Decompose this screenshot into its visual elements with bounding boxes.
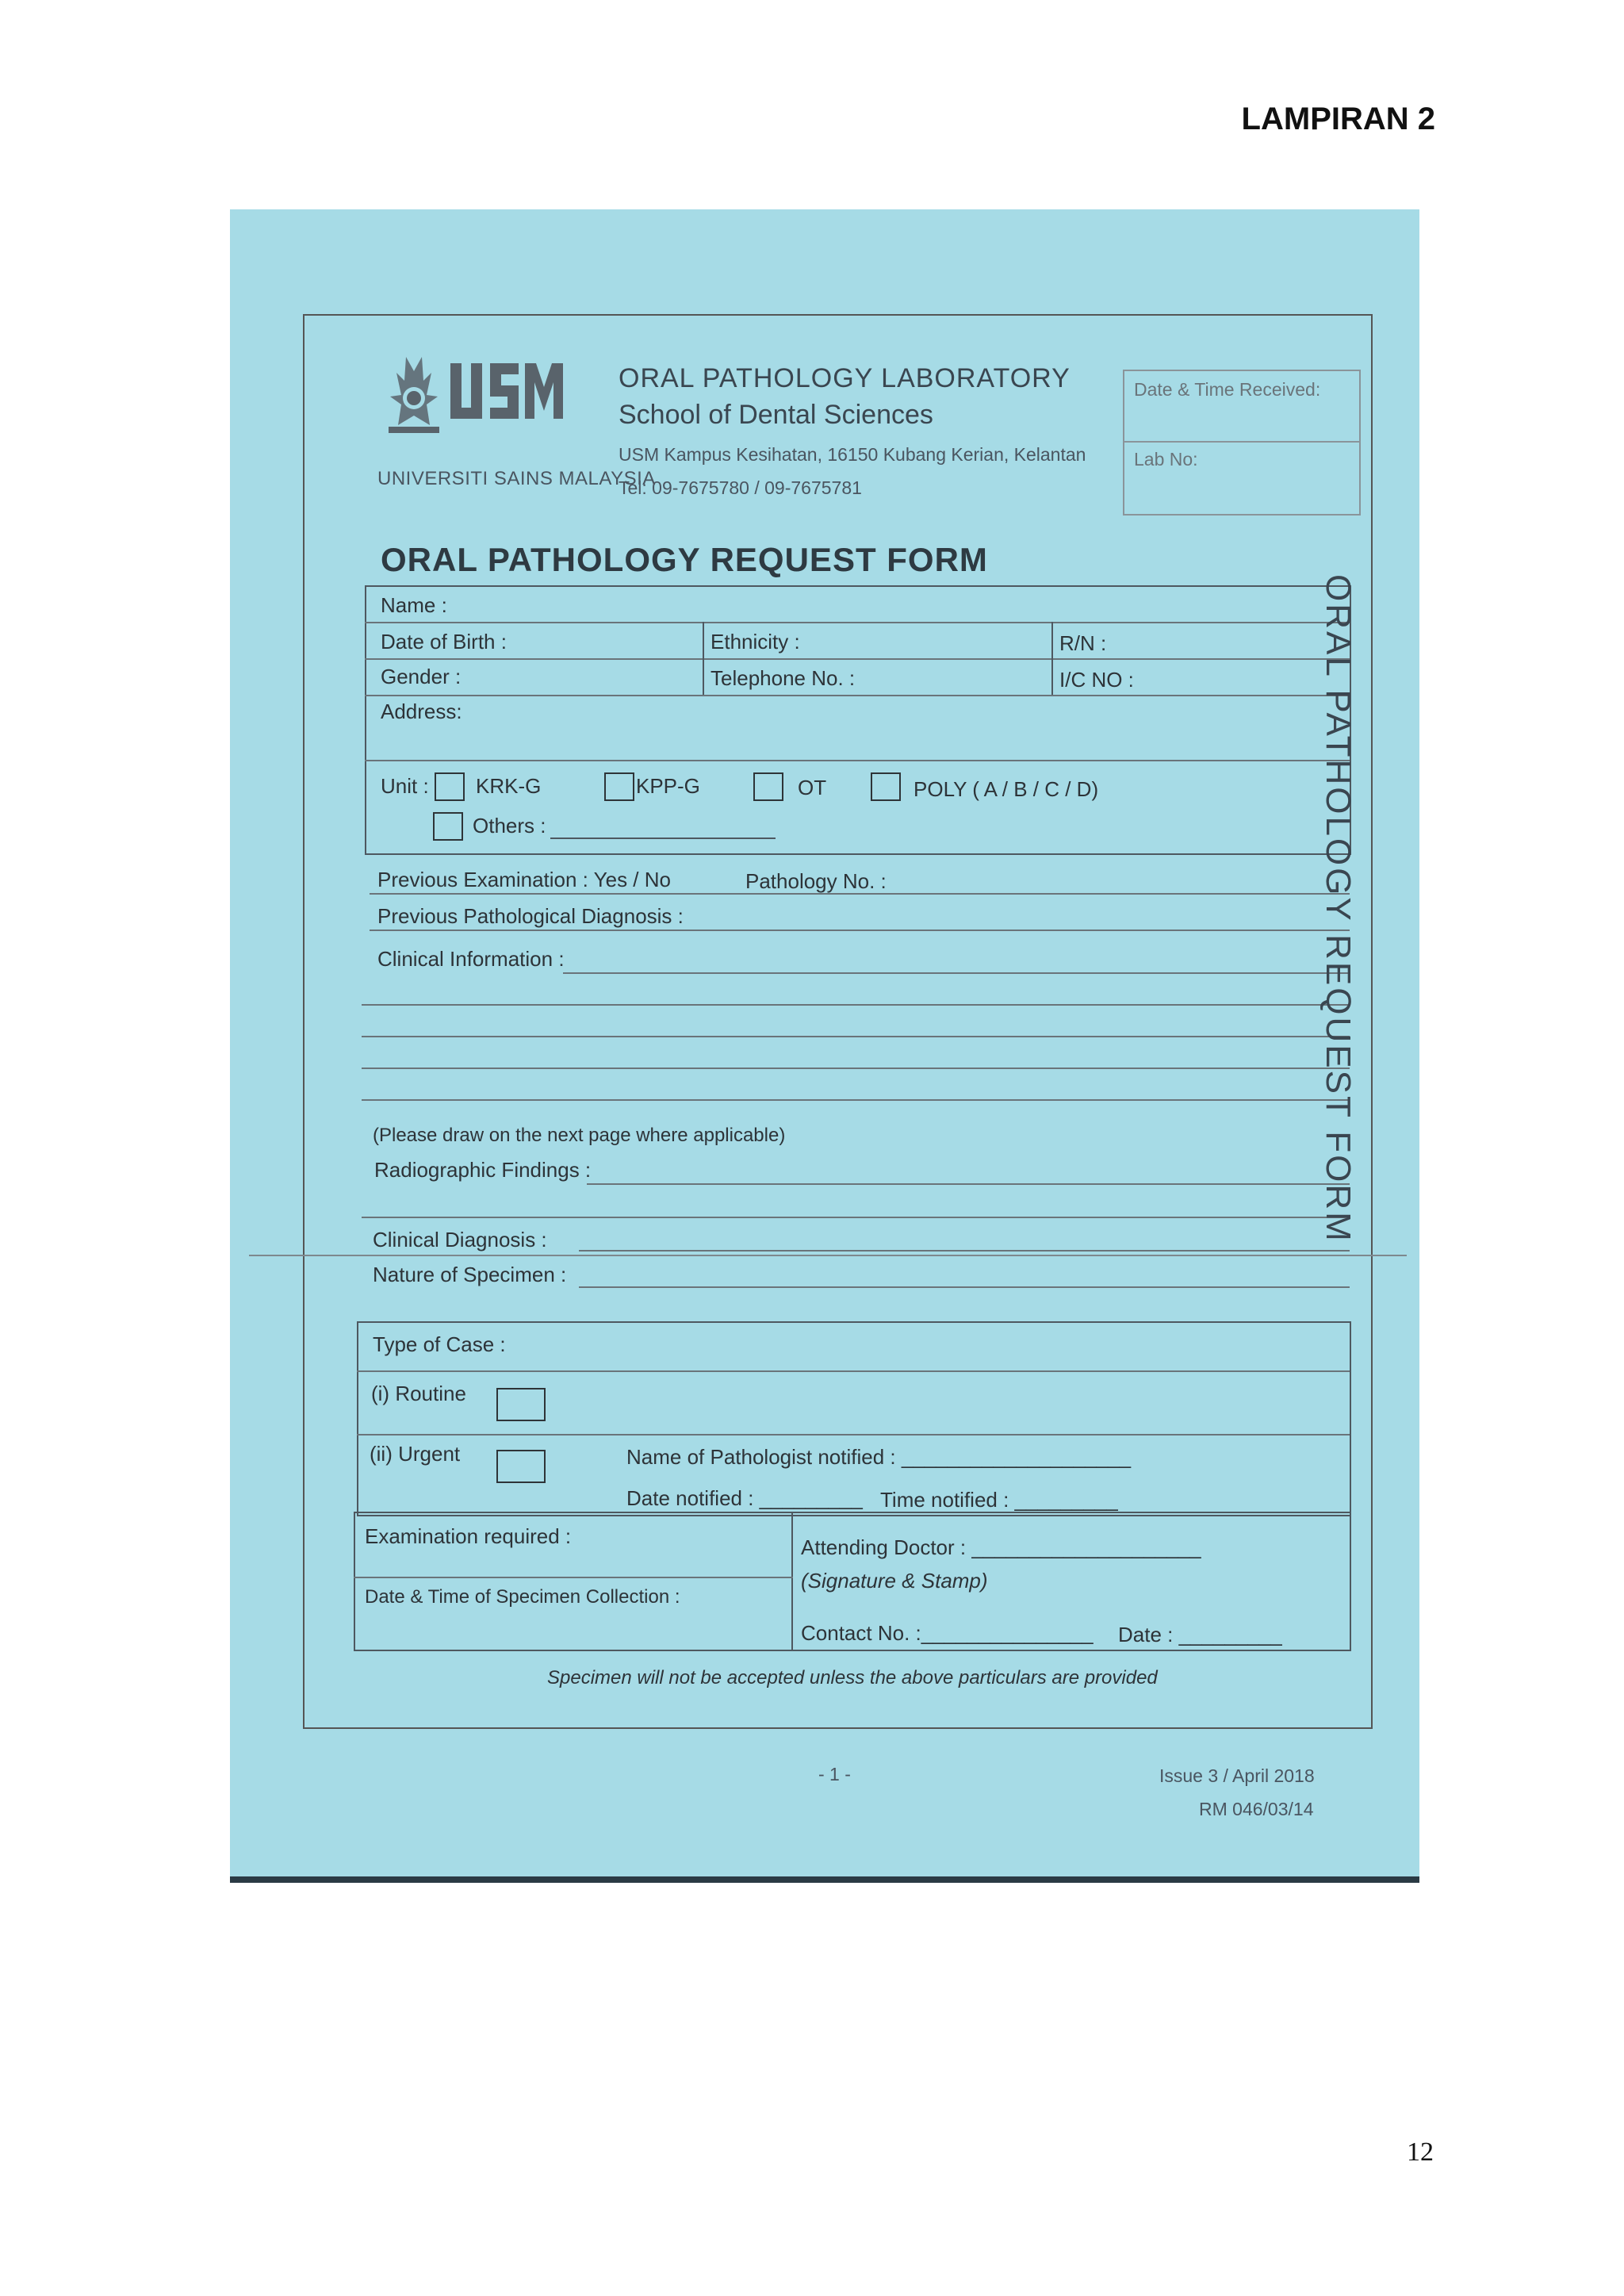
field-line[interactable] [370,893,1350,895]
field-line[interactable] [587,1183,1350,1185]
unit-kppg-checkbox[interactable] [604,772,634,801]
scanned-form [230,209,1419,1883]
ic-no-label: I/C NO : [1059,668,1134,692]
others-input-line[interactable] [550,838,776,839]
header-label: LAMPIRAN 2 [1241,102,1435,136]
usm-logo [374,349,576,468]
dob-label: Date of Birth : [381,630,507,654]
urgent-label: (ii) Urgent [370,1442,461,1466]
divider [1051,622,1053,695]
divider [365,658,1350,660]
school-name: School of Dental Sciences [619,400,933,430]
field-line[interactable] [579,1286,1350,1288]
pathologist-notified-label: Name of Pathologist notified : ____________________ [626,1445,1132,1469]
signature-label: (Signature & Stamp) [801,1569,988,1593]
university-name: UNIVERSITI SAINS MALAYSIA [377,468,656,489]
type-of-case-label: Type of Case : [373,1332,506,1356]
lab-telephone: Tel: 09-7675780 / 09-7675781 [619,477,862,498]
draw-note: (Please draw on the next page where applicable) [373,1125,786,1146]
field-line[interactable] [362,1068,1350,1069]
nature-specimen-label: Nature of Specimen : [373,1263,567,1286]
clinical-info-label: Clinical Information : [377,947,565,971]
side-title: ORAL PATHOLOGY REQUEST FORM [1319,574,1358,1244]
footer-note: Specimen will not be accepted unless the above particulars are provided [547,1667,1158,1688]
radiographic-label: Radiographic Findings : [374,1158,592,1182]
divider [365,695,1350,696]
field-line[interactable] [579,1250,1350,1251]
page-number: 12 [1407,2137,1434,2167]
exam-required-label: Examination required : [365,1524,572,1548]
attending-doctor-label: Attending Doctor : ____________________ [801,1535,1201,1559]
others-label: Others : [473,814,546,838]
routine-label: (i) Routine [371,1382,466,1405]
lab-title: ORAL PATHOLOGY LABORATORY [619,363,1071,393]
field-line[interactable] [362,1217,1350,1218]
contact-no-label: Contact No. :_______________ [801,1621,1094,1645]
date-label: Date : _________ [1118,1623,1282,1646]
address-label: Address: [381,700,462,723]
divider [354,1577,793,1578]
ethnicity-label: Ethnicity : [710,630,800,654]
previous-exam-label: Previous Examination : Yes / No [377,868,671,891]
unit-option-label: KRK-G [476,774,542,798]
rn-label: R/N : [1059,631,1107,655]
divider [365,760,1350,761]
field-line[interactable] [362,1004,1350,1006]
divider [703,622,704,695]
date-time-received-label: Date & Time Received: [1134,379,1321,400]
scan-edge [230,1876,1419,1883]
lab-no-label: Lab No: [1134,449,1198,470]
previous-diagnosis-label: Previous Pathological Diagnosis : [377,904,684,928]
divider [365,622,1350,623]
issue-label: Issue 3 / April 2018 [1159,1765,1315,1786]
unit-krkg-checkbox[interactable] [435,772,465,801]
pathology-no-label: Pathology No. : [745,869,887,893]
field-line[interactable] [362,1099,1350,1101]
field-line[interactable] [563,972,1350,974]
unit-option-label: OT [798,776,827,799]
unit-label: Unit : [381,774,429,798]
clinical-diagnosis-label: Clinical Diagnosis : [373,1228,547,1251]
unit-option-label: KPP-G [636,774,700,798]
urgent-checkbox[interactable] [496,1450,546,1483]
unit-ot-checkbox[interactable] [753,772,783,801]
date-notified-label: Date notified : _________ [626,1486,863,1510]
divider [357,1434,1350,1435]
gender-label: Gender : [381,665,462,688]
rm-code: RM 046/03/14 [1199,1799,1314,1819]
form-page-number: - 1 - [818,1764,851,1784]
form-title: ORAL PATHOLOGY REQUEST FORM [381,541,988,578]
routine-checkbox[interactable] [496,1388,546,1421]
telephone-label: Telephone No. : [710,666,856,690]
unit-option-label: POLY ( A / B / C / D) [914,777,1099,801]
field-line[interactable] [370,930,1350,931]
divider [1123,441,1359,443]
time-notified-label: Time notified : _________ [880,1488,1118,1512]
unit-others-checkbox[interactable] [433,812,463,841]
unit-poly-checkbox[interactable] [871,772,901,801]
lab-address: USM Kampus Kesihatan, 16150 Kubang Kerian, Kelantan [619,444,1086,465]
specimen-collection-label: Date & Time of Specimen Collection : [365,1586,680,1608]
field-line[interactable] [362,1036,1350,1037]
name-label: Name : [381,593,447,617]
divider [357,1370,1350,1372]
divider [791,1512,793,1650]
fold-line [249,1255,1407,1256]
